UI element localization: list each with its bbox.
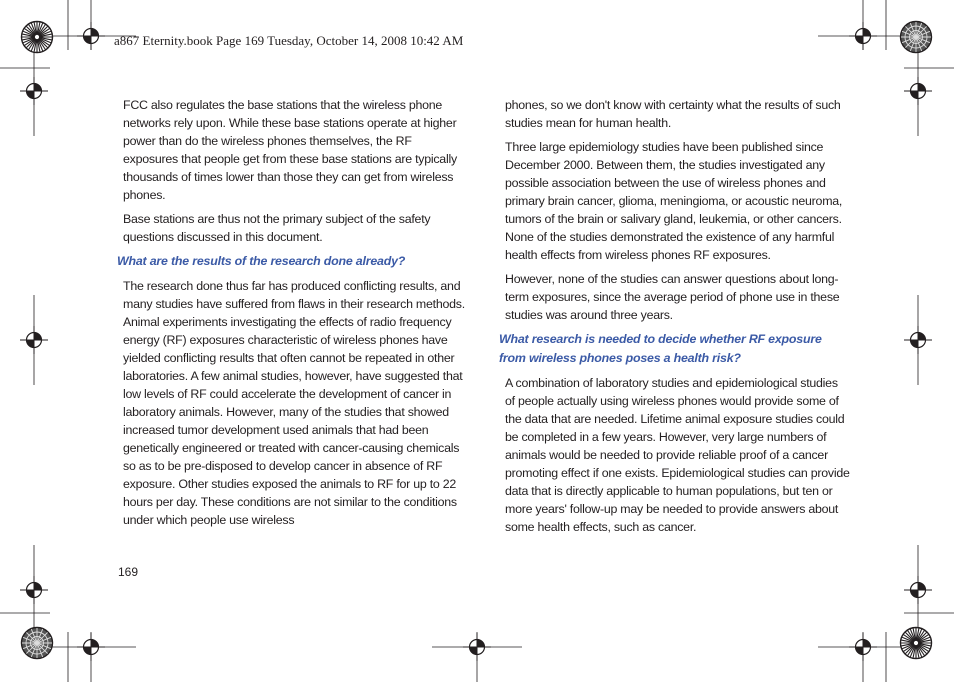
paragraph: The research done thus far has produced conflicting results, and many studies have suffered from flaws in their research methods. Animal experiments investigating the effects of radio frequency energy (RF) exposures characteristic of wireless phones have yielded conflicting results that often cannot be repeated in other laboratories. A few animal studies, however, have suggested that low levels of RF could accelerate the development of cancer in laboratory animals. However, many of the studies that showed increased tumor development used animals that had been genetically engineered or treated with cancer-causing chemicals so as to be pre-disposed to develop cancer in absence of RF exposure. Other studies exposed the animals to RF for up to 22 hours per day. These conditions are not similar to the conditions under which people use wireless [123,279,465,527]
registration-mark-icon [849,22,877,50]
starburst-target-icon [22,22,53,53]
checker-target-icon [22,628,53,659]
print-header: a867 Eternity.book Page 169 Tuesday, October 14, 2008 10:42 AM [114,33,464,48]
registration-mark-icon [849,633,877,661]
page-number: 169 [118,565,139,579]
right-column [499,96,850,542]
registration-mark-icon [20,326,48,354]
section-heading: What are the results of the research done already? [117,254,406,268]
paragraph: A combination of laboratory studies and epidemiological studies of people actually using wireless phones would provide some of the data that are needed. Lifetime animal exposure studies could be completed in a few years. However, very large numbers of animals would be needed to provide reliable proof of a cancer promoting effect if one exists. Epidemiological studies can provide data that is directly applicable to human populations, but ten or more years' follow-up may be needed to provide answers about some health effects, such as cancer. [505,376,850,534]
starburst-target-icon [901,628,932,659]
registration-mark-icon [77,22,105,50]
registration-mark-icon [77,633,105,661]
left-column [117,96,468,535]
registration-mark-icon [904,77,932,105]
registration-mark-icon [20,576,48,604]
paragraph: phones, so we don't know with certainty what the results of such studies mean for human health. [505,98,841,130]
paragraph: FCC also regulates the base stations that the wireless phone networks rely upon. While these base stations operate at higher power than do the wireless phones themselves, the RF exposures that people get from these base stations are typically thousands of times lower than those they can get from wireless phones. [123,98,457,202]
registration-mark-icon [463,633,491,661]
paragraph: Three large epidemiology studies have been published since December 2000. Between them, the studies investigated any possible association between the use of wireless phones and primary brain cancer, glioma, meningioma, or acoustic neuroma, tumors of the brain or salivary gland, leukemia, or other cancers. None of the studies demonstrated the existence of any harmful health effects from wireless phones RF exposures. [505,140,843,262]
registration-mark-icon [904,326,932,354]
registration-mark-icon [20,77,48,105]
registration-mark-icon [904,576,932,604]
checker-target-icon [901,22,932,53]
section-heading: What research is needed to decide whether RF exposure from wireless phones poses a health risk? [499,332,822,365]
paragraph: However, none of the studies can answer questions about long-term exposures, since the average period of phone use in these studies was around three years. [505,272,840,322]
paragraph: Base stations are thus not the primary subject of the safety questions discussed in this document. [123,212,431,244]
